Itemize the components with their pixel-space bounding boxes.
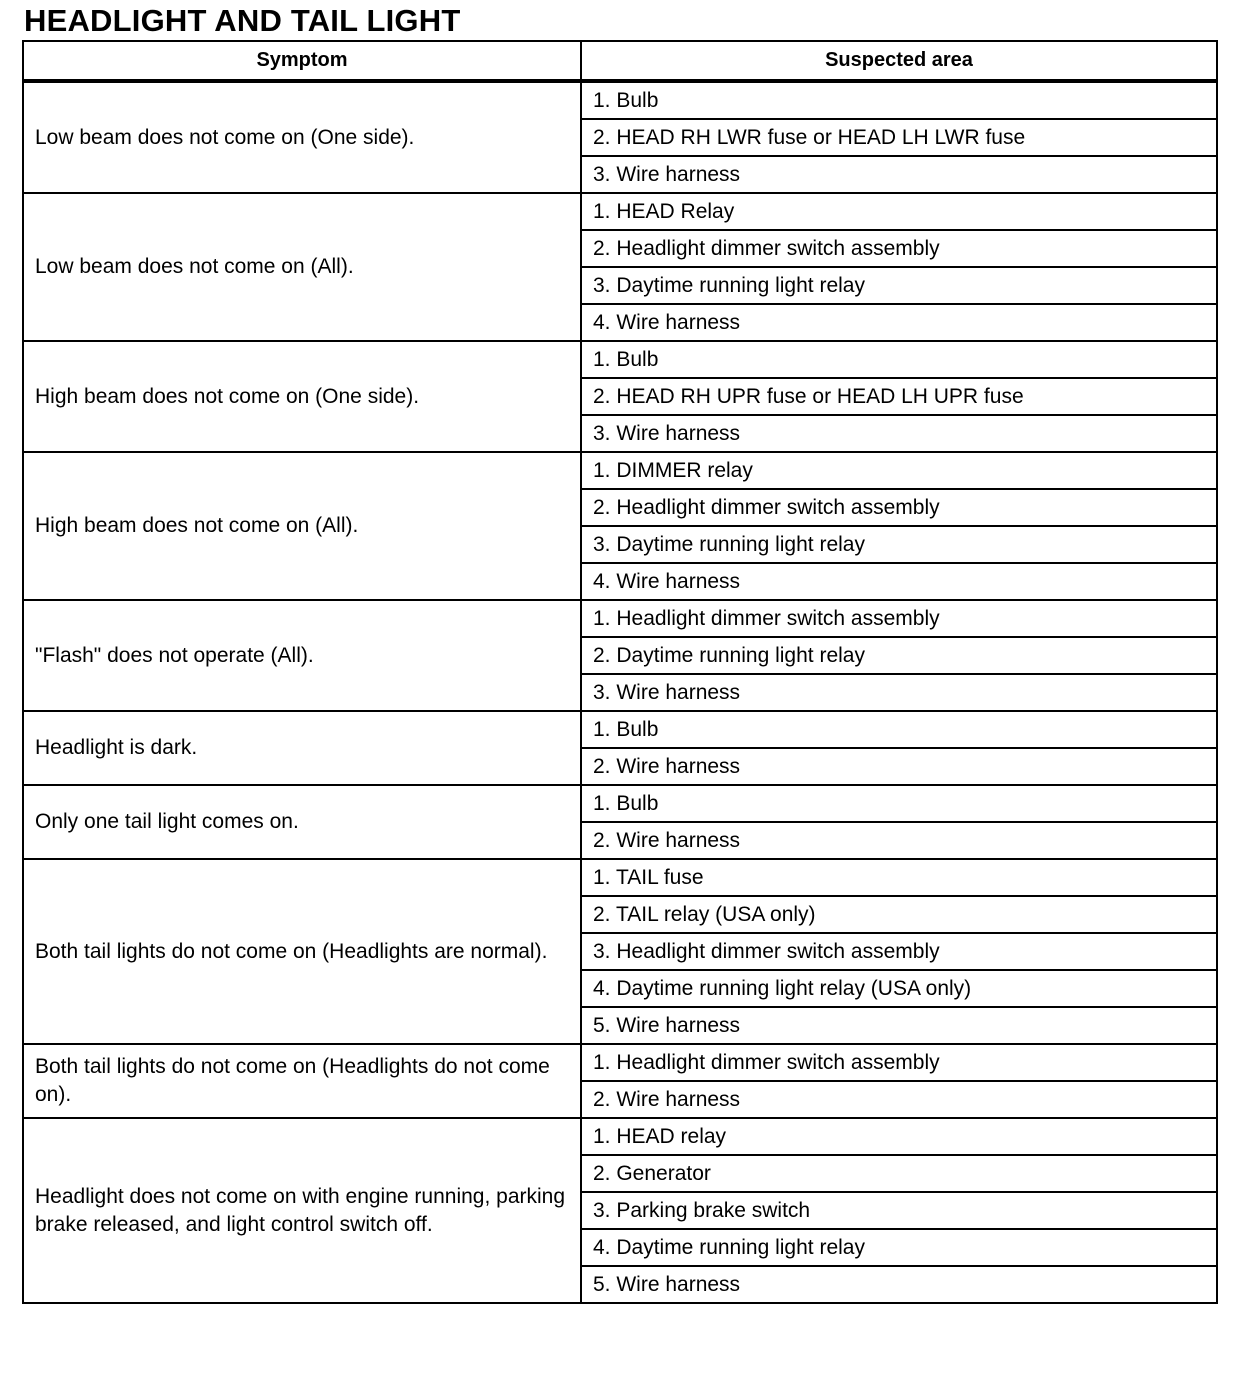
suspected-area-cell: 1. Headlight dimmer switch assembly [581, 600, 1217, 637]
symptom-cell: "Flash" does not operate (All). [23, 600, 581, 711]
symptom-cell: Only one tail light comes on. [23, 785, 581, 859]
symptom-cell: Low beam does not come on (One side). [23, 81, 581, 193]
table-row [23, 81, 1217, 119]
suspected-area-cell: 2. HEAD RH LWR fuse or HEAD LH LWR fuse [581, 119, 1217, 156]
symptom-cell: Low beam does not come on (All). [23, 193, 581, 341]
symptom-cell: Headlight is dark. [23, 711, 581, 785]
symptom-cell: High beam does not come on (One side). [23, 341, 581, 452]
suspected-area-cell: 2. Wire harness [581, 748, 1217, 785]
suspected-area-cell: 2. Wire harness [581, 822, 1217, 859]
suspected-area-cell: 3. Daytime running light relay [581, 267, 1217, 304]
suspected-area-cell: 2. Headlight dimmer switch assembly [581, 489, 1217, 526]
suspected-area-cell: 2. Headlight dimmer switch assembly [581, 230, 1217, 267]
symptom-cell: High beam does not come on (All). [23, 452, 581, 600]
table-row [23, 600, 1217, 637]
suspected-area-cell: 2. HEAD RH UPR fuse or HEAD LH UPR fuse [581, 378, 1217, 415]
suspected-area-cell: 1. HEAD Relay [581, 193, 1217, 230]
table-body [23, 81, 1217, 1303]
suspected-area-cell: 4. Daytime running light relay (USA only) [581, 970, 1217, 1007]
suspected-area-cell: 1. HEAD relay [581, 1118, 1217, 1155]
table-row [23, 341, 1217, 378]
suspected-area-cell: 3. Daytime running light relay [581, 526, 1217, 563]
suspected-area-cell: 5. Wire harness [581, 1007, 1217, 1044]
suspected-area-cell: 4. Wire harness [581, 563, 1217, 600]
symptom-column-header: Symptom [23, 41, 581, 81]
suspected-area-cell: 2. Daytime running light relay [581, 637, 1217, 674]
symptom-cell: Both tail lights do not come on (Headlights are normal). [23, 859, 581, 1044]
suspected-area-cell: 4. Daytime running light relay [581, 1229, 1217, 1266]
suspected-area-cell: 2. Generator [581, 1155, 1217, 1192]
suspected-area-cell: 1. Bulb [581, 785, 1217, 822]
suspected-area-cell: 2. TAIL relay (USA only) [581, 896, 1217, 933]
troubleshooting-table [22, 40, 1218, 1304]
suspected-area-cell: 3. Wire harness [581, 156, 1217, 193]
table-row [23, 711, 1217, 748]
suspected-area-cell: 3. Wire harness [581, 674, 1217, 711]
suspected-area-cell: 3. Wire harness [581, 415, 1217, 452]
page-title: HEADLIGHT AND TAIL LIGHT [24, 3, 461, 38]
symptom-cell: Headlight does not come on with engine running, parking brake released, and light control switch off. [23, 1118, 581, 1303]
suspected-area-column-header: Suspected area [581, 41, 1217, 81]
table-row [23, 859, 1217, 896]
suspected-area-cell: 1. TAIL fuse [581, 859, 1217, 896]
suspected-area-cell: 4. Wire harness [581, 304, 1217, 341]
symptom-cell: Both tail lights do not come on (Headlights do not come on). [23, 1044, 581, 1118]
table-header-row [23, 41, 1217, 81]
table-row [23, 193, 1217, 230]
suspected-area-cell: 1. Bulb [581, 341, 1217, 378]
suspected-area-cell: 1. Bulb [581, 711, 1217, 748]
suspected-area-cell: 3. Parking brake switch [581, 1192, 1217, 1229]
table-row [23, 1118, 1217, 1155]
table-row [23, 452, 1217, 489]
suspected-area-cell: 3. Headlight dimmer switch assembly [581, 933, 1217, 970]
suspected-area-cell: 2. Wire harness [581, 1081, 1217, 1118]
table-row [23, 785, 1217, 822]
suspected-area-cell: 1. Headlight dimmer switch assembly [581, 1044, 1217, 1081]
suspected-area-cell: 1. Bulb [581, 81, 1217, 119]
table-row [23, 1044, 1217, 1081]
suspected-area-cell: 5. Wire harness [581, 1266, 1217, 1303]
suspected-area-cell: 1. DIMMER relay [581, 452, 1217, 489]
